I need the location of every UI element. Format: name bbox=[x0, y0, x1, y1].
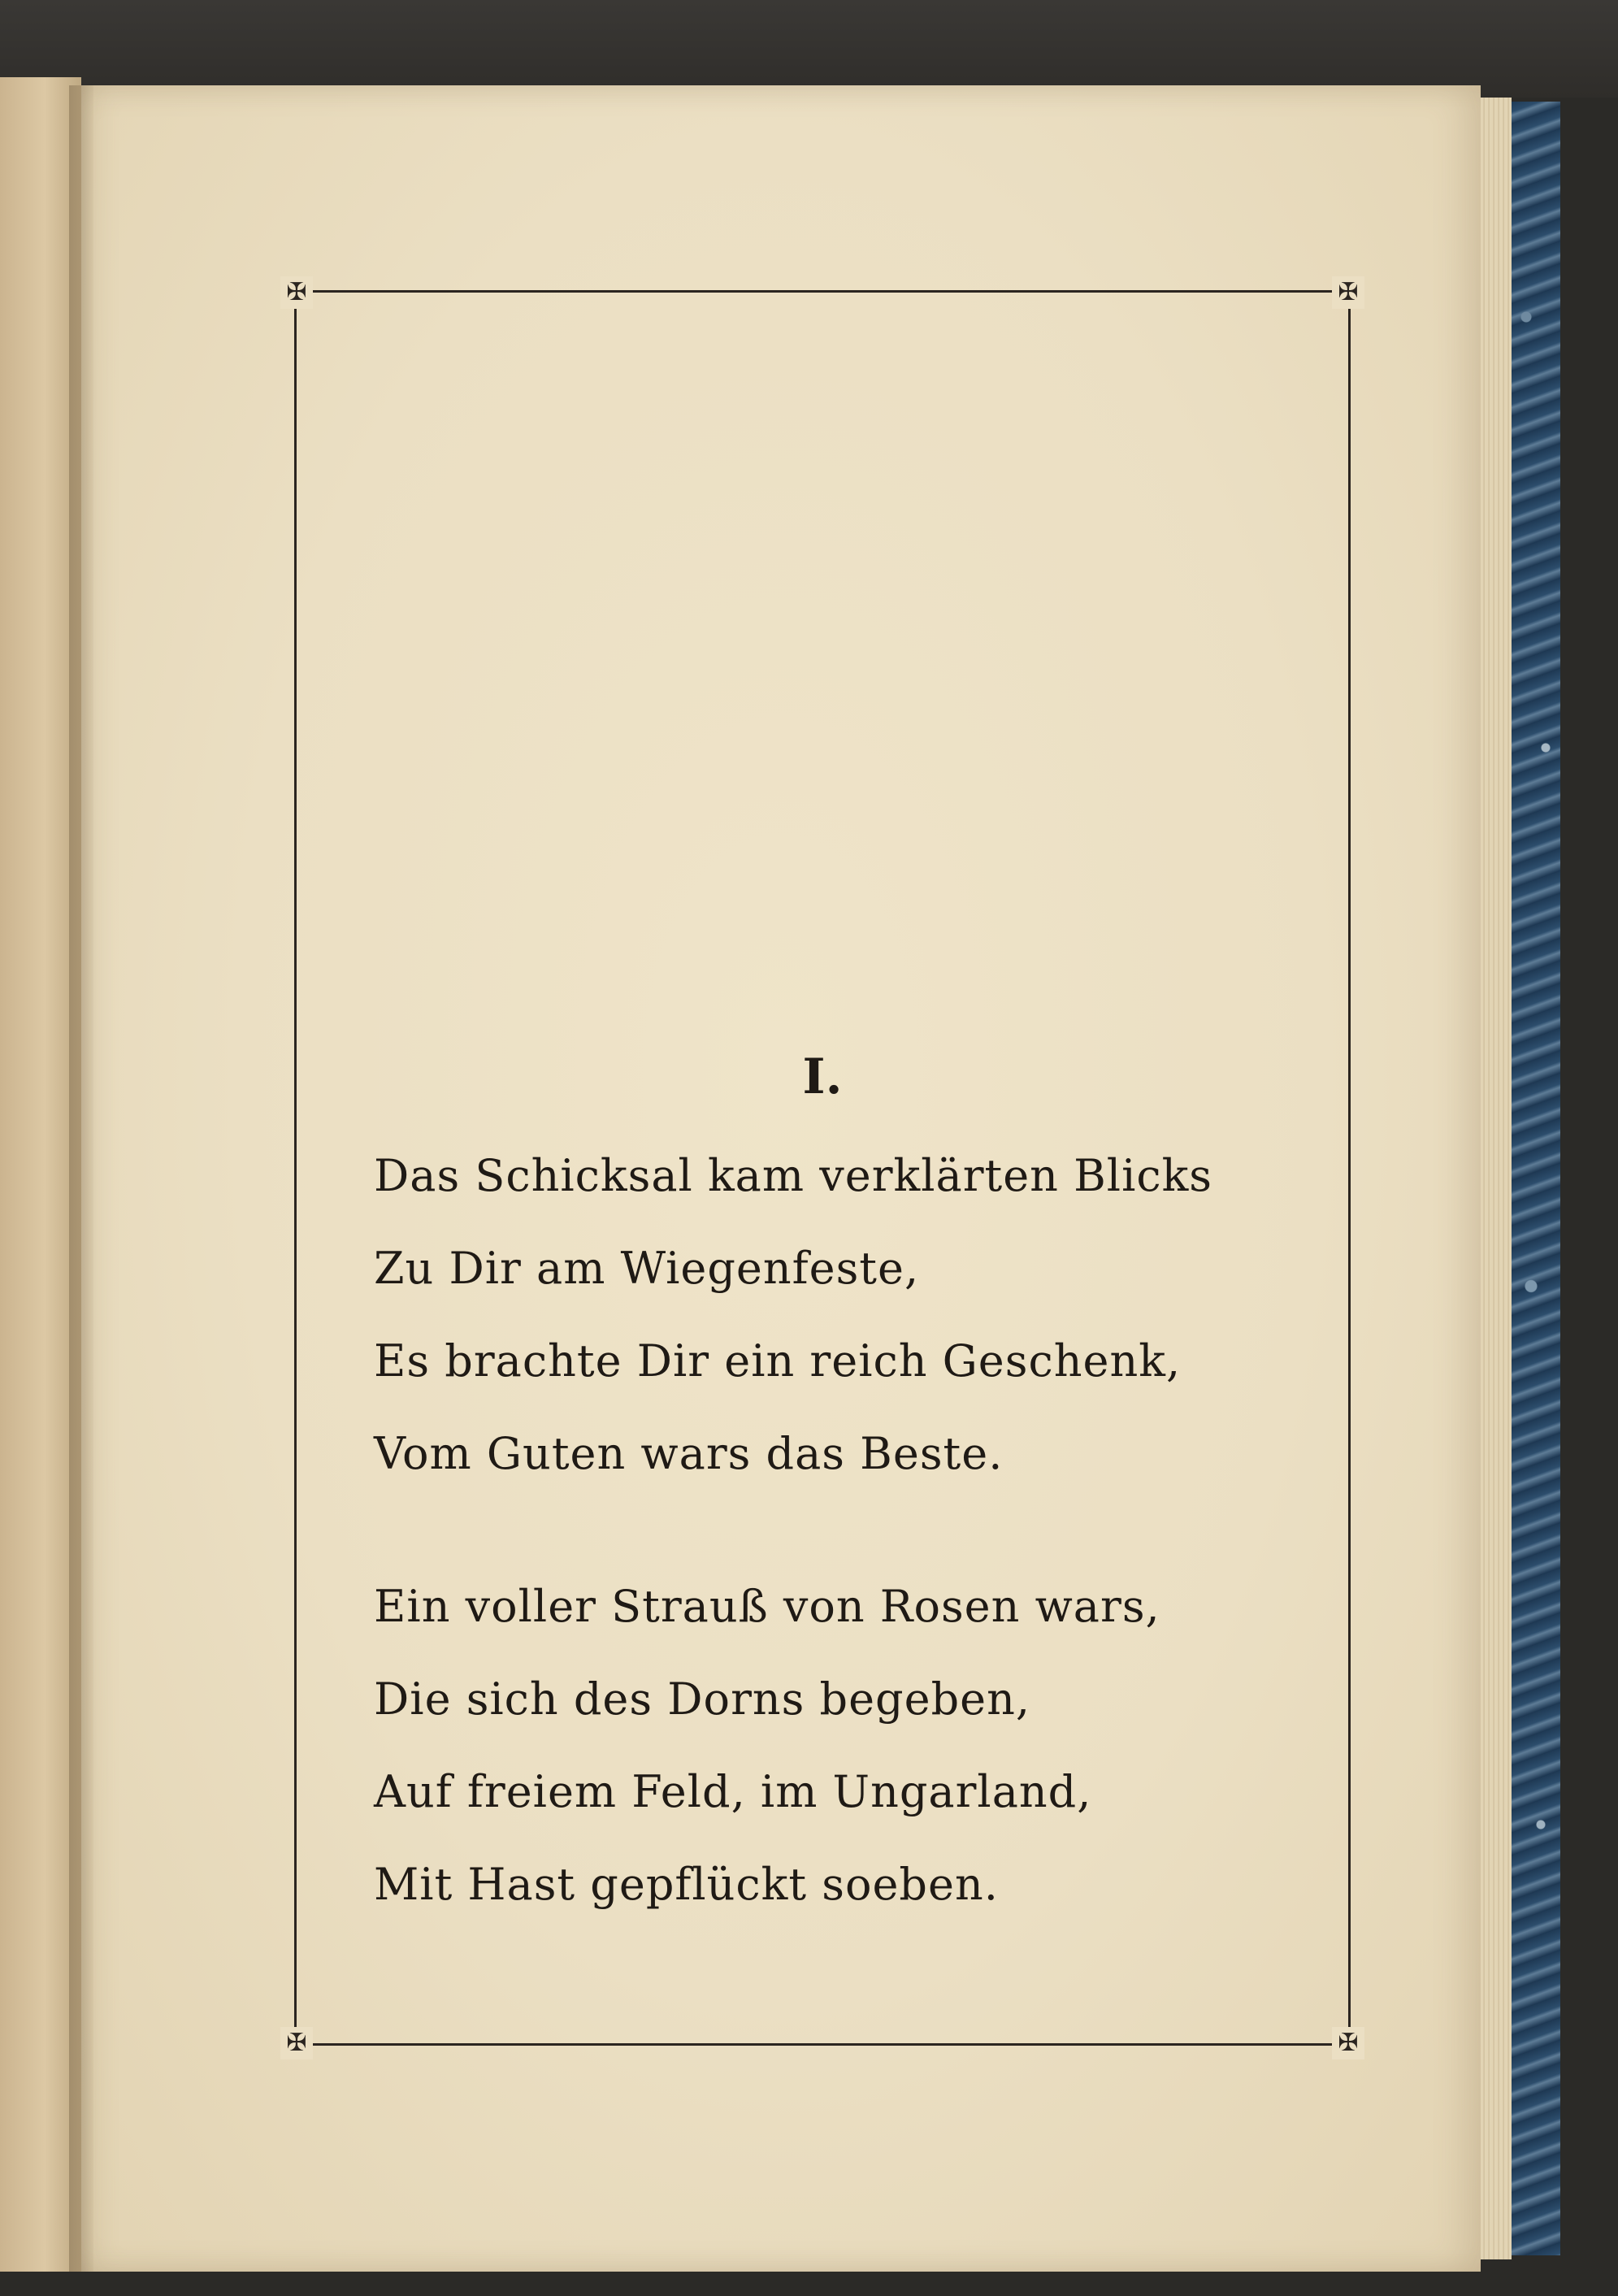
poem-heading: I. bbox=[802, 1048, 843, 1105]
verse-line: Vom Guten wars das Beste. bbox=[374, 1428, 1004, 1479]
corner-ornament-icon: ✠ bbox=[280, 276, 313, 309]
corner-ornament-icon: ✠ bbox=[280, 2027, 313, 2059]
verse-line: Mit Hast gepflückt soeben. bbox=[374, 1859, 999, 1910]
corner-ornament-icon: ✠ bbox=[1332, 2027, 1364, 2059]
verse-line: Es brachte Dir ein reich Geschenk, bbox=[374, 1335, 1182, 1387]
verse-line: Auf freiem Feld, im Ungarland, bbox=[374, 1766, 1092, 1817]
stanza-2 bbox=[374, 1560, 1160, 1931]
marbled-cover bbox=[1512, 102, 1560, 2255]
page-stack-edge bbox=[1481, 98, 1512, 2259]
corner-ornament-icon: ✠ bbox=[1332, 276, 1364, 309]
book-gutter bbox=[69, 85, 93, 2272]
stanza-1 bbox=[374, 1130, 1212, 1500]
ornamental-frame bbox=[286, 278, 1359, 2057]
verse-line: Zu Dir am Wiegenfeste, bbox=[374, 1243, 920, 1294]
verse-line: Ein voller Strauß von Rosen wars, bbox=[374, 1581, 1160, 1632]
verse-line: Das Schicksal kam verklärten Blicks bbox=[374, 1150, 1213, 1201]
verse-line: Die sich des Dorns begeben, bbox=[374, 1673, 1031, 1725]
scan-background bbox=[0, 0, 1618, 98]
